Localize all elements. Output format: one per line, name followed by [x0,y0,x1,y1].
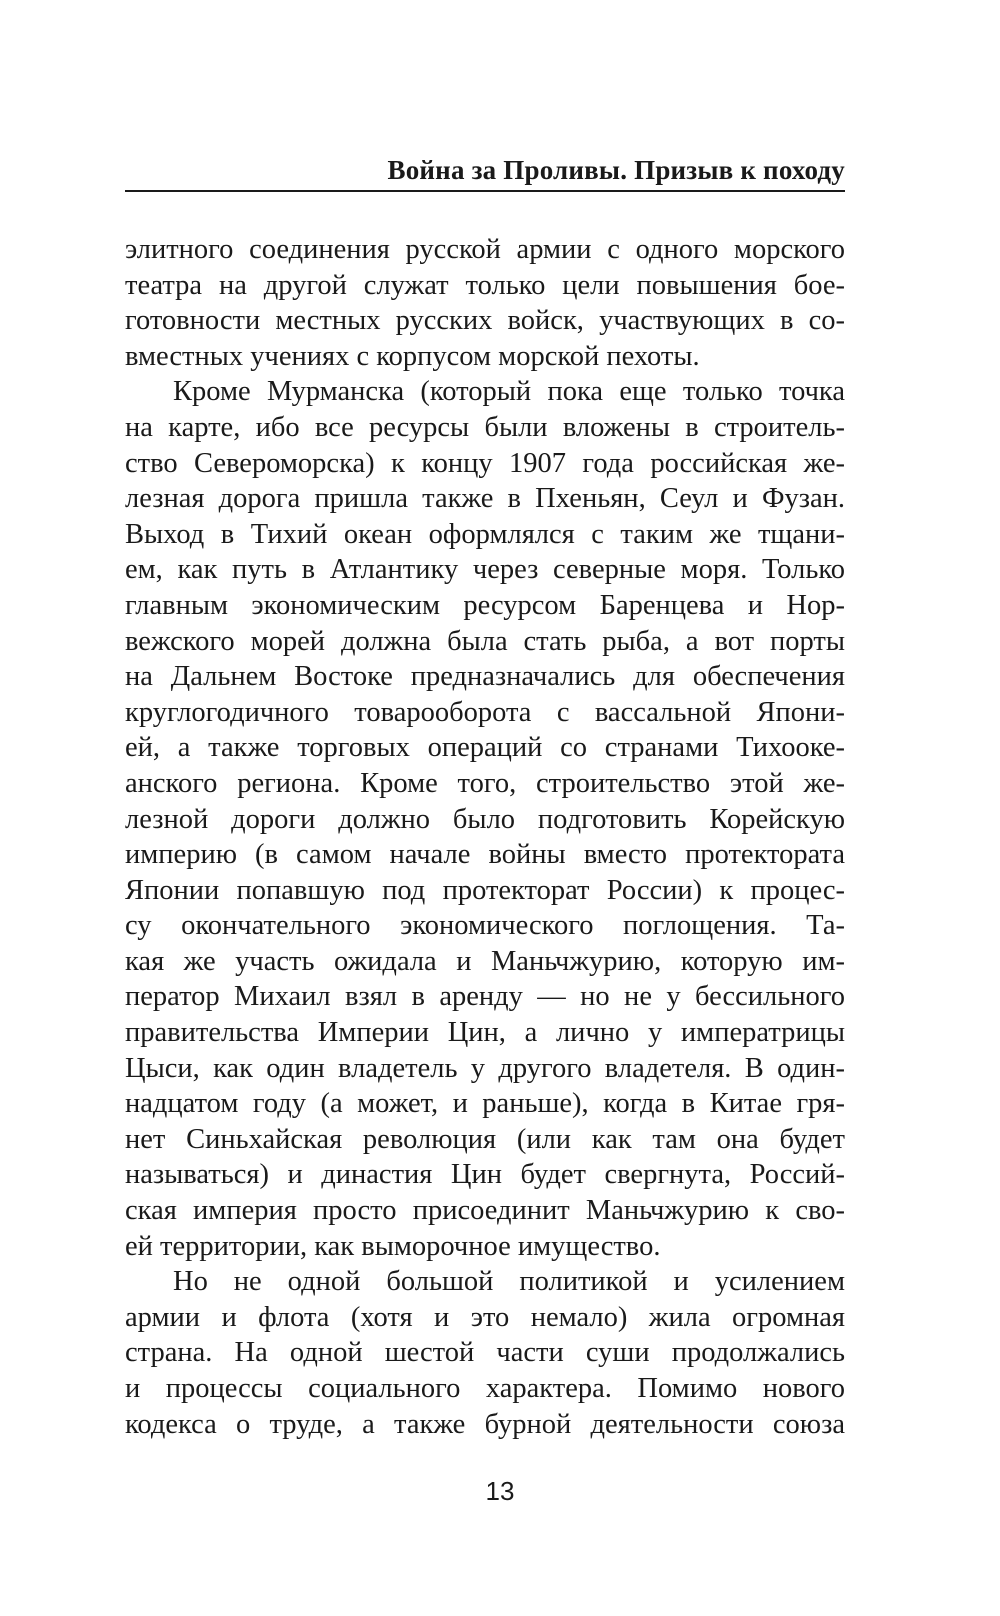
text-line: ем, как путь в Атлантику через северные моря. Только [125,554,845,586]
text-line: вместных учениях с корпусом морской пехоты. [125,340,700,372]
text-line: страна. На одной шестой части суши продолжались [125,1337,845,1369]
text-line: кодекса о труде, а также бурной деятельности союза [125,1408,845,1440]
text-line: Цыси, как один владетель у другого владетеля. В один- [125,1052,845,1084]
text-line: Кроме Мурманска (который пока еще только точка [173,376,845,408]
text-line: на карте, ибо все ресурсы были вложены в строитель- [125,411,845,443]
text-line: главным экономическим ресурсом Баренцева и Нор- [125,589,845,621]
paragraph [125,1264,845,1442]
text-line: ство Североморска) к концу 1907 года российская же- [125,447,845,479]
text-line: армии и флота (хотя и это немало) жила огромная [125,1301,845,1333]
text-line: лезной дороги должно было подготовить Корейскую [125,803,845,835]
paragraph [125,374,845,1264]
text-line: ская империя просто присоединит Маньчжурию к сво- [125,1195,845,1227]
text-line: ей, а также торговых операций со странами Тихооке- [125,732,845,764]
text-line: вежского морей должна была стать рыба, а вот порты [125,625,845,657]
text-line: анского региона. Кроме того, строительство этой же- [125,767,845,799]
text-line: элитного соединения русской армии с одного морского [125,234,845,265]
text-line: называться) и династия Цин будет свергнута, Россий- [125,1159,845,1191]
text-line: ей территории, как выморочное имущество. [125,1230,661,1262]
text-line: надцатом году (а может, и раньше), когда в Китае гря- [125,1088,845,1120]
text-line: театра на другой служат только цели повышения бое- [125,269,845,301]
text-line: Японии попавшую под протекторат России) к процес- [125,874,845,906]
text-line: круглогодичного товарооборота с вассальной Япони- [125,696,845,728]
body-text [125,232,845,1442]
text-line: су окончательного экономического поглощения. Та- [125,910,845,942]
text-line: Но не одной большой политикой и усилением [173,1266,845,1298]
text-line: готовности местных русских войск, участвующих в со- [125,305,845,337]
page-number: 13 [485,1476,515,1506]
text-line: ператор Михаил взял в аренду — но не у бессильного [125,981,845,1013]
text-line: и процессы социального характера. Помимо нового [125,1373,845,1404]
paragraph [125,232,845,374]
text-line: на Дальнем Востоке предназначались для обеспечения [125,661,845,693]
header-rule [125,190,845,192]
text-line: лезная дорога пришла также в Пхеньян, Сеул и Фузан. [125,483,845,515]
running-head-title: Война за Проливы. Призыв к походу [387,155,845,185]
text-line: кая же участь ожидала и Маньчжурию, которую им- [125,945,845,977]
text-line: правительства Империи Цин, а лично у императрицы [125,1017,845,1049]
text-line: нет Синьхайская революция (или как там она будет [125,1123,845,1155]
text-line: Выход в Тихий океан оформлялся с таким же тщани- [125,518,845,550]
text-line: империю (в самом начале войны вместо протектората [125,839,845,871]
